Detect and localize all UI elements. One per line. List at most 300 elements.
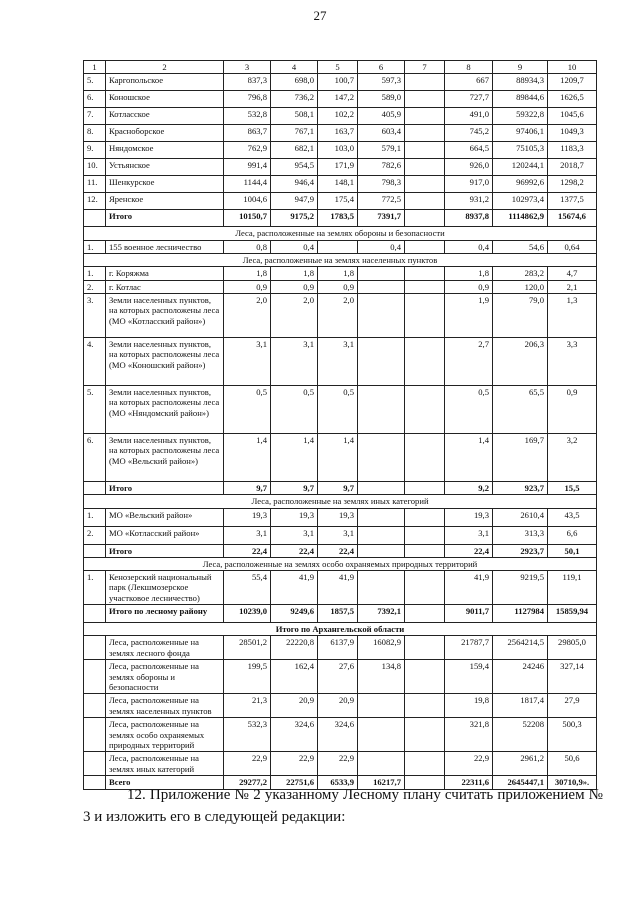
table-cell: 923,7 <box>493 481 548 494</box>
table-cell <box>84 481 106 494</box>
table-cell: 327,14 <box>548 660 597 694</box>
table-cell: 22,4 <box>224 544 271 557</box>
table-cell: 6137,9 <box>318 636 358 660</box>
table-cell: 283,2 <box>493 267 548 280</box>
table-cell: 2564214,5 <box>493 636 548 660</box>
table-cell: 863,7 <box>224 125 271 142</box>
table-cell: 500,3 <box>548 718 597 752</box>
table-cell: 405,9 <box>358 108 405 125</box>
table-row <box>84 240 597 253</box>
table-cell <box>84 605 106 623</box>
table-cell: 163,7 <box>318 125 358 142</box>
row-label: Каргопольское <box>106 74 224 91</box>
table-cell: 4 <box>271 61 318 74</box>
table-cell: 15674,6 <box>548 210 597 227</box>
table-cell: 5. <box>84 74 106 91</box>
table-cell: 9011,7 <box>445 605 493 623</box>
table-row <box>84 636 597 660</box>
table-cell: 43,5 <box>548 508 597 526</box>
table-cell: 782,6 <box>358 159 405 176</box>
table-cell: 5 <box>318 61 358 74</box>
table-cell: 19,3 <box>224 508 271 526</box>
table-cell: 134,8 <box>358 660 405 694</box>
table-cell: 745,2 <box>445 125 493 142</box>
table-row <box>84 433 597 481</box>
table-cell: 2018,7 <box>548 159 597 176</box>
table-cell: 89844,6 <box>493 91 548 108</box>
table-cell: 1,4 <box>224 433 271 481</box>
table-cell: 8. <box>84 125 106 142</box>
section-row-region <box>84 623 597 636</box>
table-cell: 8 <box>445 61 493 74</box>
table-cell <box>358 571 405 605</box>
row-label: Леса, расположенные на землях иных категорий <box>106 752 224 776</box>
table-cell <box>358 526 405 544</box>
table-cell: 6533,9 <box>318 776 358 790</box>
table-cell: 727,7 <box>445 91 493 108</box>
table-cell: 1817,4 <box>493 694 548 718</box>
table-row <box>84 193 597 210</box>
table-cell <box>405 74 445 91</box>
table-row <box>84 142 597 159</box>
table-cell: 491,0 <box>445 108 493 125</box>
table-cell: 1,8 <box>445 267 493 280</box>
table-cell: 3. <box>84 293 106 337</box>
table-cell: 7391,7 <box>358 210 405 227</box>
section-heading: Итого по Архангельской области <box>84 623 597 636</box>
table-cell: 2,1 <box>548 280 597 293</box>
table-cell: 96992,6 <box>493 176 548 193</box>
table-cell: 22751,6 <box>271 776 318 790</box>
table-cell: 1,8 <box>271 267 318 280</box>
table-cell: 698,0 <box>271 74 318 91</box>
table-cell <box>84 544 106 557</box>
table-cell: 947,9 <box>271 193 318 210</box>
table-cell: 6. <box>84 91 106 108</box>
table-cell: 9219,5 <box>493 571 548 605</box>
table-cell <box>84 636 106 660</box>
table-cell: 3,1 <box>318 526 358 544</box>
table-cell: 0,9 <box>318 280 358 293</box>
table-cell: 736,2 <box>271 91 318 108</box>
paragraph-item-12: 12. Приложение № 2 указанному Лесному плану считать приложением № 3 и изложить его в следующей редакции: <box>83 787 603 825</box>
table-cell: 954,5 <box>271 159 318 176</box>
row-label: Яренское <box>106 193 224 210</box>
table-cell <box>405 636 445 660</box>
row-label: 155 военное лесничество <box>106 240 224 253</box>
table-cell: 21787,7 <box>445 636 493 660</box>
table-cell <box>405 526 445 544</box>
table-cell: 1004,6 <box>224 193 271 210</box>
table-cell: 3,1 <box>271 337 318 385</box>
section-heading: Леса, расположенные на землях особо охраняемых природных территорий <box>84 557 597 570</box>
table-cell <box>405 142 445 159</box>
table-cell: 926,0 <box>445 159 493 176</box>
table-cell: 1,4 <box>445 433 493 481</box>
table-cell <box>405 108 445 125</box>
table-cell <box>405 544 445 557</box>
table-cell: 0,9 <box>224 280 271 293</box>
table-cell <box>358 267 405 280</box>
table-cell: 3,2 <box>548 433 597 481</box>
table-cell: 9,7 <box>224 481 271 494</box>
row-label: Итого <box>106 210 224 227</box>
table-row <box>84 91 597 108</box>
table-cell: 6. <box>84 433 106 481</box>
row-label: Земли населенных пунктов, на которых расположены леса (МО «Котласский район») <box>106 293 224 337</box>
table-cell: 9. <box>84 142 106 159</box>
table-cell: 54,6 <box>493 240 548 253</box>
table-cell: 22,4 <box>271 544 318 557</box>
table-cell: 65,5 <box>493 385 548 433</box>
table-cell: 0,9 <box>271 280 318 293</box>
table-cell: 10150,7 <box>224 210 271 227</box>
table-cell: 50,1 <box>548 544 597 557</box>
table-cell: 22,4 <box>445 544 493 557</box>
row-label: Кенозерский национальный парк (Лекшмозерское участковое лесничество) <box>106 571 224 605</box>
table-cell: 2. <box>84 280 106 293</box>
table-cell <box>84 210 106 227</box>
section-row-protected <box>84 557 597 570</box>
table-cell: 2,0 <box>271 293 318 337</box>
table-row <box>84 385 597 433</box>
table-cell: 22,9 <box>271 752 318 776</box>
table-cell: 2645447,1 <box>493 776 548 790</box>
table-cell <box>405 280 445 293</box>
row-label: г. Котлас <box>106 280 224 293</box>
table-cell <box>405 718 445 752</box>
table-cell: 88934,3 <box>493 74 548 91</box>
table-cell: 2961,2 <box>493 752 548 776</box>
table-cell: 1. <box>84 571 106 605</box>
table-cell: 29277,2 <box>224 776 271 790</box>
table-cell: 9,7 <box>318 481 358 494</box>
table-cell: 1783,5 <box>318 210 358 227</box>
table-cell: 19,8 <box>445 694 493 718</box>
table-cell: 103,0 <box>318 142 358 159</box>
table-cell: 313,3 <box>493 526 548 544</box>
table-cell: 6 <box>358 61 405 74</box>
total-row <box>84 481 597 494</box>
table-row <box>84 125 597 142</box>
table-cell: 3 <box>224 61 271 74</box>
table-cell: 3,1 <box>318 337 358 385</box>
table-cell: 0,4 <box>445 240 493 253</box>
table-cell <box>405 293 445 337</box>
table-row <box>84 752 597 776</box>
table-cell: 15859,94 <box>548 605 597 623</box>
table-cell <box>405 125 445 142</box>
table-row <box>84 571 597 605</box>
table-cell <box>405 508 445 526</box>
table-cell: 1045,6 <box>548 108 597 125</box>
table-cell: 4. <box>84 337 106 385</box>
table-cell <box>405 91 445 108</box>
row-label: МО «Вельский район» <box>106 508 224 526</box>
table-cell <box>358 481 405 494</box>
table-cell: 55,4 <box>224 571 271 605</box>
table-cell: 27,6 <box>318 660 358 694</box>
section-heading: Леса, расположенные на землях населенных пунктов <box>84 253 597 266</box>
table-cell: 20,9 <box>318 694 358 718</box>
total-row <box>84 544 597 557</box>
table-cell: 8937,8 <box>445 210 493 227</box>
table-cell: 597,3 <box>358 74 405 91</box>
section-row-other <box>84 495 597 508</box>
table-cell: 1,8 <box>224 267 271 280</box>
row-label: Всего <box>106 776 224 790</box>
table-cell: 0,5 <box>271 385 318 433</box>
table-cell: 21,3 <box>224 694 271 718</box>
table-cell: 75105,3 <box>493 142 548 159</box>
row-label: Леса, расположенные на землях обороны и безопасности <box>106 660 224 694</box>
table-cell: 321,8 <box>445 718 493 752</box>
row-label: Итого <box>106 544 224 557</box>
row-label: Коношское <box>106 91 224 108</box>
table-cell: 664,5 <box>445 142 493 159</box>
table-cell: 5. <box>84 385 106 433</box>
table-cell: 3,1 <box>271 526 318 544</box>
row-label: Шенкурское <box>106 176 224 193</box>
section-row-settlements <box>84 253 597 266</box>
table-cell: 22220,8 <box>271 636 318 660</box>
table-cell: 28501,2 <box>224 636 271 660</box>
table-cell: 767,1 <box>271 125 318 142</box>
table-cell: 991,4 <box>224 159 271 176</box>
table-cell: 1,9 <box>445 293 493 337</box>
table-cell: 667 <box>445 74 493 91</box>
table-cell <box>358 280 405 293</box>
table-cell: 24246 <box>493 660 548 694</box>
row-label: Устьянское <box>106 159 224 176</box>
table-cell: 120,0 <box>493 280 548 293</box>
table-cell: 798,3 <box>358 176 405 193</box>
table-cell: 22311,6 <box>445 776 493 790</box>
row-label: Котласское <box>106 108 224 125</box>
table-cell: 1114862,9 <box>493 210 548 227</box>
table-cell: 4,7 <box>548 267 597 280</box>
table-cell: 0,5 <box>318 385 358 433</box>
table-cell: 1377,5 <box>548 193 597 210</box>
table-cell: 7392,1 <box>358 605 405 623</box>
table-cell <box>358 385 405 433</box>
table-cell: 9,7 <box>271 481 318 494</box>
table-cell <box>405 210 445 227</box>
table-cell: 30710,9». <box>548 776 597 790</box>
table-cell: 2. <box>84 526 106 544</box>
total-row <box>84 210 597 227</box>
total-row <box>84 605 597 623</box>
table-cell: 589,0 <box>358 91 405 108</box>
table-cell <box>405 176 445 193</box>
table-cell: 22,9 <box>224 752 271 776</box>
table-cell <box>358 293 405 337</box>
table-cell: 9249,6 <box>271 605 318 623</box>
table-cell <box>405 752 445 776</box>
table-row <box>84 694 597 718</box>
table-cell <box>405 337 445 385</box>
table-cell <box>405 433 445 481</box>
table-cell: 532,3 <box>224 718 271 752</box>
table-cell: 59322,8 <box>493 108 548 125</box>
table-cell: 199,5 <box>224 660 271 694</box>
table-cell: 1127984 <box>493 605 548 623</box>
table-cell: 6,6 <box>548 526 597 544</box>
table-row <box>84 293 597 337</box>
table-cell: 324,6 <box>271 718 318 752</box>
table-cell: 1,4 <box>271 433 318 481</box>
table-cell: 7. <box>84 108 106 125</box>
row-label: г. Коряжма <box>106 267 224 280</box>
table-cell: 7 <box>405 61 445 74</box>
table-row <box>84 337 597 385</box>
forest-table <box>83 60 597 790</box>
table-cell: 16217,7 <box>358 776 405 790</box>
table-cell: 50,6 <box>548 752 597 776</box>
table-cell <box>358 544 405 557</box>
table-cell: 3,3 <box>548 337 597 385</box>
table-cell: 1,4 <box>318 433 358 481</box>
table-cell: 2610,4 <box>493 508 548 526</box>
table-cell: 1857,5 <box>318 605 358 623</box>
table-cell: 19,3 <box>445 508 493 526</box>
table-cell: 120244,1 <box>493 159 548 176</box>
table-cell: 97406,1 <box>493 125 548 142</box>
row-label: Земли населенных пунктов, на которых расположены леса (МО «Няндомский район») <box>106 385 224 433</box>
table-cell: 837,3 <box>224 74 271 91</box>
table-cell: 147,2 <box>318 91 358 108</box>
row-label: Леса, расположенные на землях лесного фонда <box>106 636 224 660</box>
table-cell: 1,8 <box>318 267 358 280</box>
table-cell <box>405 193 445 210</box>
table-cell: 1298,2 <box>548 176 597 193</box>
table-cell: 175,4 <box>318 193 358 210</box>
table-cell: 0,5 <box>445 385 493 433</box>
table-cell: 52208 <box>493 718 548 752</box>
table-cell: 772,5 <box>358 193 405 210</box>
table-row <box>84 660 597 694</box>
table-cell <box>358 694 405 718</box>
table-row <box>84 718 597 752</box>
row-label: Леса, расположенные на землях особо охраняемых природных территорий <box>106 718 224 752</box>
table-cell <box>358 337 405 385</box>
table-cell: 0,8 <box>224 240 271 253</box>
table-row <box>84 280 597 293</box>
row-label: Итого <box>106 481 224 494</box>
table-cell: 9175,2 <box>271 210 318 227</box>
table-cell: 1. <box>84 240 106 253</box>
table-cell <box>405 481 445 494</box>
table-cell: 1 <box>84 61 106 74</box>
table-cell: 762,9 <box>224 142 271 159</box>
table-cell <box>405 267 445 280</box>
table-cell: 1049,3 <box>548 125 597 142</box>
table-cell: 3,1 <box>224 337 271 385</box>
table-cell: 2,0 <box>318 293 358 337</box>
table-cell: 20,9 <box>271 694 318 718</box>
table-cell: 27,9 <box>548 694 597 718</box>
table-cell: 1183,3 <box>548 142 597 159</box>
table-row <box>84 176 597 193</box>
table-cell <box>84 752 106 776</box>
table-cell <box>405 240 445 253</box>
table-row <box>84 508 597 526</box>
table-cell: 169,7 <box>493 433 548 481</box>
table-cell: 3,1 <box>445 526 493 544</box>
table-cell: 1209,7 <box>548 74 597 91</box>
table-cell: 796,8 <box>224 91 271 108</box>
table-cell <box>405 694 445 718</box>
table-cell: 532,8 <box>224 108 271 125</box>
table-cell: 29805,0 <box>548 636 597 660</box>
table-cell <box>358 508 405 526</box>
table-cell: 19,3 <box>318 508 358 526</box>
table-cell: 1626,5 <box>548 91 597 108</box>
table-cell <box>84 660 106 694</box>
table-cell: 22,9 <box>318 752 358 776</box>
section-heading: Леса, расположенные на землях иных категорий <box>84 495 597 508</box>
table-cell: 603,4 <box>358 125 405 142</box>
table-cell: 162,4 <box>271 660 318 694</box>
table-cell: 2,0 <box>224 293 271 337</box>
table-cell: 0,4 <box>271 240 318 253</box>
table-cell: 917,0 <box>445 176 493 193</box>
row-label: Красноборское <box>106 125 224 142</box>
table-row <box>84 526 597 544</box>
table-header-row <box>84 61 597 74</box>
table-cell: 79,0 <box>493 293 548 337</box>
table-cell: 2,7 <box>445 337 493 385</box>
table-cell: 0,64 <box>548 240 597 253</box>
table-cell: 148,1 <box>318 176 358 193</box>
table-cell: 324,6 <box>318 718 358 752</box>
table-cell <box>358 433 405 481</box>
row-label: 2 <box>106 61 224 74</box>
table-cell: 508,1 <box>271 108 318 125</box>
page-number: 27 <box>313 8 327 23</box>
table-cell <box>405 385 445 433</box>
table-cell: 10239,0 <box>224 605 271 623</box>
table-cell: 41,9 <box>318 571 358 605</box>
table-cell: 100,7 <box>318 74 358 91</box>
section-heading: Леса, расположенные на землях обороны и безопасности <box>84 227 597 240</box>
table-cell: 22,9 <box>445 752 493 776</box>
table-row <box>84 74 597 91</box>
table-cell: 1,3 <box>548 293 597 337</box>
table-cell: 0,9 <box>548 385 597 433</box>
row-label: МО «Котласский район» <box>106 526 224 544</box>
table-cell <box>405 159 445 176</box>
table-cell: 0,5 <box>224 385 271 433</box>
table-row <box>84 108 597 125</box>
table-cell: 41,9 <box>271 571 318 605</box>
table-cell: 1. <box>84 508 106 526</box>
table-cell: 2923,7 <box>493 544 548 557</box>
table-cell: 682,1 <box>271 142 318 159</box>
table-cell: 1144,4 <box>224 176 271 193</box>
table-cell: 19,3 <box>271 508 318 526</box>
table-cell <box>405 605 445 623</box>
table-cell: 15,5 <box>548 481 597 494</box>
table-cell: 171,9 <box>318 159 358 176</box>
table-cell: 1. <box>84 267 106 280</box>
row-label: Итого по лесному району <box>106 605 224 623</box>
table-cell: 102,2 <box>318 108 358 125</box>
table-cell: 12. <box>84 193 106 210</box>
table-cell: 16082,9 <box>358 636 405 660</box>
row-label: Леса, расположенные на землях населенных пунктов <box>106 694 224 718</box>
table-cell: 946,4 <box>271 176 318 193</box>
